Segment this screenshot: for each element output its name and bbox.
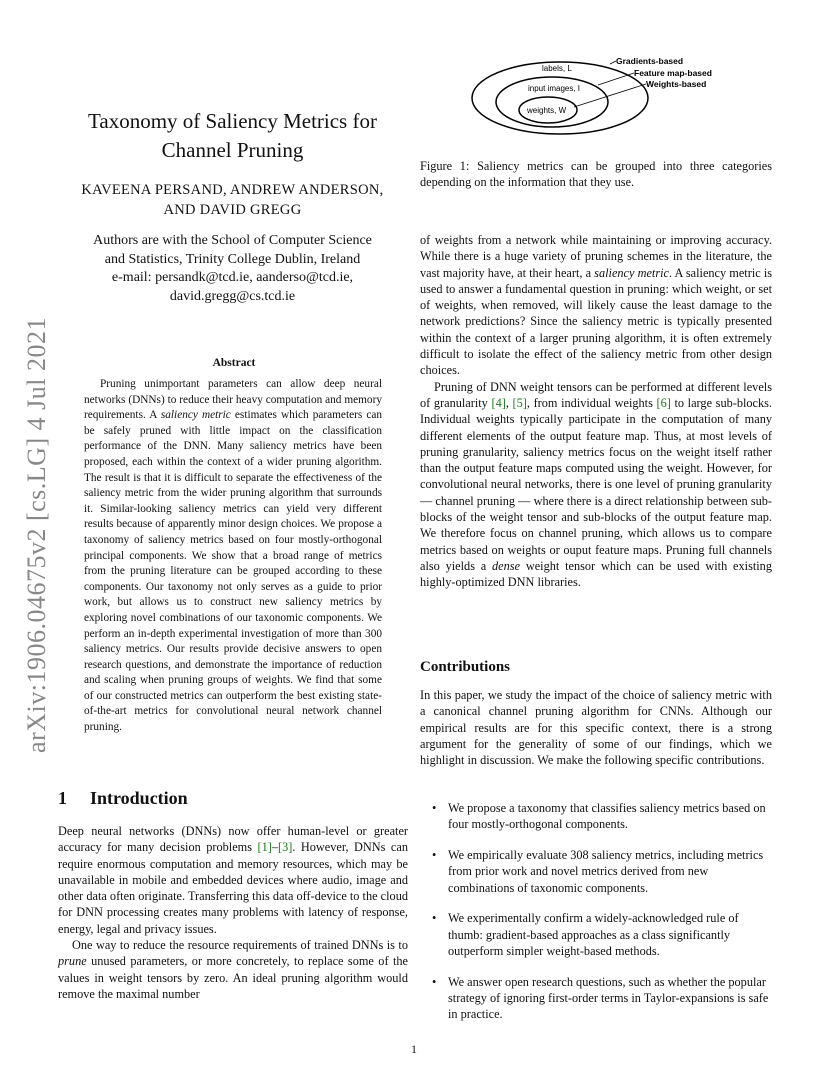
bullet-marker: • — [432, 801, 437, 815]
right-column-body — [420, 232, 772, 591]
label-featuremap-based: Feature map-based — [634, 68, 712, 78]
body-text: to large sub-blocks. Individual weights typically participate in the computation of many different elements of the output feature map. Thus, at most levels of pruning granularity, saliency metrics focus on the weight itself rather than the output feature maps computed using the weight. However, for convolutional neural networks, there is one level of pruning granularity — channel pruning — where there is a direct relationship between sub-blocks of the weight tensor and sub-blocks of the output feature map. We therefore focus on channel pruning, which allows us to compare metrics based on weights or ouput feature maps. Pruning full channels also yields a — [420, 395, 773, 573]
list-item — [430, 910, 772, 959]
abstract-text — [84, 377, 382, 736]
contributions-intro: In this paper, we study the impact of the choice of saliency metric with a canonical channel pruning algorithm for CNNs. Although our empirical results are for this specific context, there is a strong argument for the generality of some of our findings, which we highlight in discussion. We make the following specific contributions. — [420, 688, 772, 768]
introduction-body — [58, 823, 408, 1002]
bullet-marker: • — [432, 974, 437, 989]
page-number: 1 — [411, 1042, 417, 1056]
title-line-1: Taxonomy of Saliency Metrics for — [88, 109, 377, 133]
ring-label-weights: weights, W — [527, 106, 567, 115]
abstract-part-2: estimates which parameters can be safely pruned with little impact on the classification performance of the DNN. Many saliency metrics have been proposed, each within the context of a wider pruning algorithm. The result is that it is difficult to separate the effectiveness of the saliency metric from the wider pruning algorithm that surrounds it. Similar-looking saliency metrics can yield very different results because of apparently minor design choices. We propose a taxonomy of saliency metrics based on four mostly-orthogonal principal components. We show that a broad range of metrics from the pruning literature can be grouped according to these components. Our taxonomy not only serves as a guide to prior work, but allows us to construct new saliency metrics by exploring novel combinations of our taxonomic components. We perform an in-depth experimental investigation of more than 300 saliency metrics. Our results provide decisive answers to open research questions, and demonstrate the importance of reduction and scaling when pruning groups of weights. We find that some of our constructed metrics can outperform the best existing state-of-the-art metrics for convolutional neural network channel pruning. — [84, 409, 383, 734]
authors-line-2: AND DAVID GREGG — [163, 202, 302, 218]
ring-label-labels: labels, L — [542, 64, 572, 73]
affil-line-2: and Statistics, Trinity College Dublin, Ireland — [104, 251, 361, 267]
contributions-heading: Contributions — [420, 659, 511, 675]
citation-dash: – — [271, 840, 278, 855]
author-list — [60, 180, 405, 220]
citation-link[interactable]: [6] — [656, 395, 671, 410]
section-heading-introduction — [58, 788, 408, 809]
body-text: weight tensor which can be used with existing highly-optimized DNN libraries. — [420, 558, 772, 590]
citation-link[interactable]: [4] — [491, 395, 506, 410]
pointer-line-weights — [574, 84, 646, 107]
affil-line-1: Authors are with the School of Computer Science — [93, 233, 372, 248]
figure-caption: Figure 1: Saliency metrics can be grouped into three categories depending on the information that they use. — [420, 159, 772, 190]
intro-paragraph-1 — [58, 823, 408, 937]
intro-emphasis: prune — [58, 954, 87, 969]
label-weights-based: Weights-based — [646, 79, 707, 89]
citation-link[interactable]: [3] — [277, 840, 293, 855]
list-item — [430, 974, 772, 1023]
abstract-part-1: Pruning unimportant parameters can allow deep neural networks (DNNs) to reduce their heavy computation and memory requirements. A — [84, 378, 382, 422]
citation-separator: , — [505, 395, 513, 410]
section-number: 1 — [58, 788, 67, 808]
affil-line-3: e-mail: persandk@tcd.ie, aanderso@tcd.ie, — [111, 270, 354, 285]
col2-paragraph-2 — [420, 379, 772, 591]
list-item — [430, 847, 772, 896]
bullet-marker: • — [432, 848, 437, 863]
abstract-emphasis: saliency metric — [160, 409, 231, 422]
bullet-text: We propose a taxonomy that classifies saliency metrics based on four mostly-orthogonal components. — [448, 801, 766, 832]
citation-link[interactable]: [5] — [512, 395, 527, 410]
paper-title — [60, 107, 405, 165]
body-emphasis: saliency metric — [594, 265, 670, 280]
saliency-taxonomy-figure — [470, 55, 730, 135]
body-emphasis: dense — [492, 558, 521, 573]
bullet-text: We experimentally confirm a widely-acknowledged rule of thumb: gradient-based approaches as a class significantly outperform simpler weight-based methods. — [448, 911, 739, 959]
bullet-text: We answer open research questions, such as whether the popular strategy of ignoring first-order terms in Taylor-expansions is safe in practice. — [448, 974, 769, 1022]
intro-text: One way to reduce the resource requirements of trained DNNs is to — [72, 938, 408, 953]
section-title: Introduction — [90, 788, 188, 808]
arxiv-identifier — [22, 300, 52, 770]
intro-paragraph-2 — [58, 937, 408, 1002]
abstract-heading: Abstract — [212, 357, 256, 369]
body-text: . A saliency metric is used to answer a fundamental question in pruning: which weight, or set of weights, when removed, will likely cause the least damage to the network predictions? Since the saliency metric is typically presented within the context of a larger pruning algorithm, it is often extremely difficult to isolate the effect of the saliency metric from other design choices. — [420, 265, 773, 378]
arxiv-id-text: arXiv:1906.04675v2 [cs.LG] 4 Jul 2021 — [22, 317, 51, 753]
label-gradients-based: Gradients-based — [616, 56, 684, 66]
bullet-marker: • — [432, 911, 437, 926]
body-text: , from individual weights — [526, 395, 657, 410]
citation-link[interactable]: [1] — [257, 840, 272, 855]
body-text: of weights from a network while maintaining or improving accuracy. While there is a huge variety of pruning schemes in the literature, the vast majority have, at their heart, a — [420, 233, 772, 280]
affil-line-4: david.gregg@cs.tcd.ie — [169, 288, 296, 304]
col2-paragraph-1 — [420, 232, 772, 379]
ring-label-images: input images, I — [528, 84, 581, 93]
title-line-2: Channel Pruning — [161, 138, 304, 162]
intro-text: unused parameters, or more concretely, to replace some of the values in weight tensors by zero. An ideal pruning algorithm would remove the maximal number — [58, 954, 408, 1001]
intro-text: Deep neural networks (DNNs) now offer human-level or greater accuracy for many decision problems — [58, 824, 408, 855]
authors-line-1: KAVEENA PERSAND, ANDREW ANDERSON, — [81, 182, 384, 198]
pointer-line-featuremap — [598, 73, 634, 85]
list-item — [430, 800, 772, 833]
intro-text: . However, DNNs can require enormous computation and memory resources, which may be unavailable in mobile and embedded devices where audio, image and other data often originate. Transferring this data off-device to the cloud for DNN processing creates many problems with latency of response, energy, legal and privacy issues. — [58, 840, 408, 936]
contributions-list — [430, 800, 772, 1037]
body-text: Pruning of DNN weight tensors can be performed at different levels of granularity — [420, 379, 772, 410]
bullet-text: We empirically evaluate 308 saliency metrics, including metrics from prior work and novel metrics derived from new combinations of taxonomic components. — [448, 848, 764, 895]
affiliation — [60, 232, 405, 306]
